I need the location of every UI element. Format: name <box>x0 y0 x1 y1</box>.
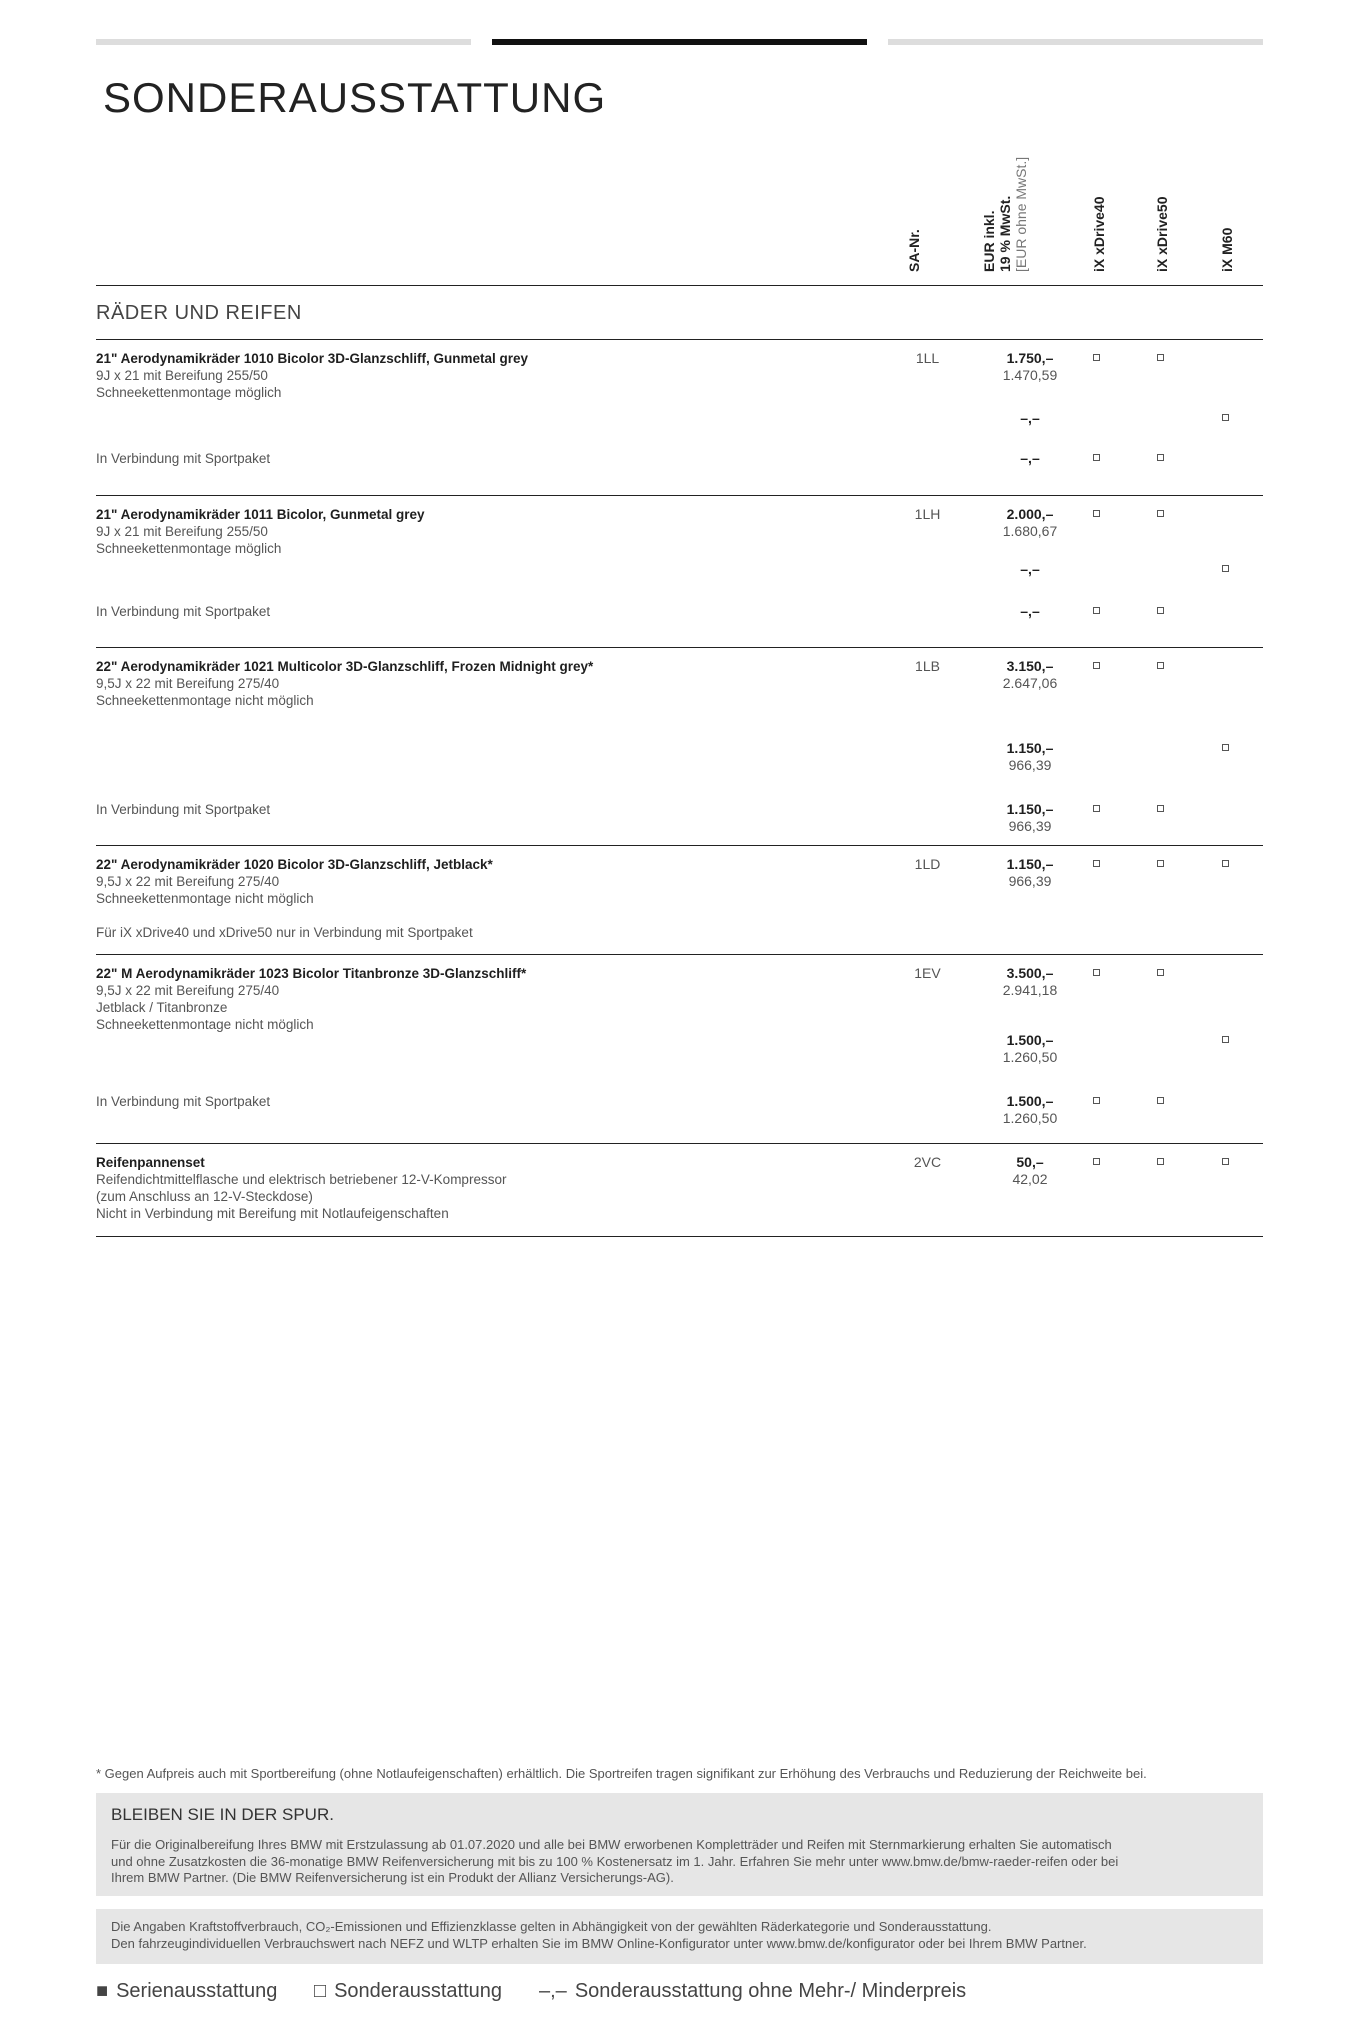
row-note: Für iX xDrive40 und xDrive50 nur in Verbindung mit Sportpaket <box>96 925 473 940</box>
price-net: 966,39 <box>1008 818 1052 834</box>
progress-segment-3 <box>888 39 1263 45</box>
row-detail: 9,5J x 22 mit Bereifung 275/40 <box>96 983 280 998</box>
row-note: In Verbindung mit Sportpaket <box>96 802 271 817</box>
optional-equipment-icon <box>1157 1097 1164 1104</box>
optional-equipment-icon <box>1222 1158 1229 1165</box>
price-net: 42,02 <box>1012 1171 1048 1187</box>
row-detail: Schneekettenmontage nicht möglich <box>96 1017 314 1032</box>
info-box-title: BLEIBEN SIE IN DER SPUR. <box>111 1805 334 1824</box>
sa-number: 2VC <box>913 1154 942 1170</box>
optional-equipment-icon <box>1093 1097 1100 1104</box>
optional-equipment-icon <box>1222 744 1229 751</box>
row-note: In Verbindung mit Sportpaket <box>96 451 271 466</box>
price-gross: 2.000,– <box>1006 506 1054 522</box>
optional-equipment-icon <box>1157 354 1164 361</box>
sa-number: 1LL <box>915 350 940 366</box>
price-gross: 1.500,– <box>1006 1093 1054 1109</box>
row-title: 22" Aerodynamikräder 1021 Multicolor 3D-Glanzschliff, Frozen Midnight grey* <box>96 659 594 674</box>
table-row-1ev <box>96 955 1263 1144</box>
sa-number: 1LD <box>914 856 941 872</box>
table-row-2vc <box>96 1144 1263 1237</box>
legend-optional-label: Sonderausstattung <box>334 1980 502 2002</box>
optional-equipment-icon <box>1157 510 1164 517</box>
optional-equipment-icon <box>1157 454 1164 461</box>
legend-standard <box>96 1980 277 2003</box>
price-cell <box>960 1093 1100 1127</box>
progress-segment-2 <box>492 39 867 45</box>
optional-equipment-icon <box>1093 805 1100 812</box>
optional-equipment-icon <box>1222 860 1229 867</box>
tyre-insurance-box <box>96 1793 1263 1896</box>
price-cell <box>960 658 1100 692</box>
price-gross: 3.500,– <box>1006 965 1054 981</box>
row-detail: (zum Anschluss an 12-V-Steckdose) <box>96 1189 313 1204</box>
price-net: 966,39 <box>1008 873 1052 889</box>
progress-segment-1 <box>96 39 471 45</box>
price-header-line2: 19 % MwSt. <box>997 195 1013 272</box>
price-net: 966,39 <box>1008 757 1052 773</box>
optional-equipment-icon <box>1157 1158 1164 1165</box>
row-title: Reifenpannenset <box>96 1155 205 1170</box>
row-detail: Nicht in Verbindung mit Bereifung mit Notlaufeigenschaften <box>96 1206 449 1221</box>
price-cell <box>960 801 1100 835</box>
price-gross: 3.150,– <box>1006 658 1054 674</box>
sa-nr-header-label: SA-Nr. <box>906 229 922 272</box>
consumption-line: Den fahrzeugindividuellen Verbrauchswert nach NEFZ und WLTP erhalten Sie im BMW Online-Konfigurator unter www.bmw.de/konfigurator oder bei Ihrem BMW Partner. <box>111 1935 1087 1951</box>
header-rule <box>96 285 1263 286</box>
section-title: RÄDER UND REIFEN <box>96 302 302 324</box>
table-row-1lb <box>96 648 1263 846</box>
row-detail: 9J x 21 mit Bereifung 255/50 <box>96 524 268 539</box>
price-cell <box>960 506 1100 540</box>
standard-equipment-icon: ■ <box>96 1980 109 2002</box>
price-header-line3: [EUR ohne MwSt.] <box>1013 156 1029 272</box>
price-gross: 1.750,– <box>1006 350 1054 366</box>
row-title: 21" Aerodynamikräder 1010 Bicolor 3D-Glanzschliff, Gunmetal grey <box>96 351 529 366</box>
page-title: SONDERAUSSTATTUNG <box>103 74 607 121</box>
row-detail: Schneekettenmontage nicht möglich <box>96 891 314 906</box>
price-net: 1.260,50 <box>1002 1049 1058 1065</box>
row-detail: 9,5J x 22 mit Bereifung 275/40 <box>96 676 280 691</box>
legend-no-charge <box>539 1980 966 2003</box>
price-gross: 50,– <box>1016 1154 1044 1170</box>
row-note: In Verbindung mit Sportpaket <box>96 604 271 619</box>
price-net: 2.647,06 <box>1002 675 1058 691</box>
table-row-1lh <box>96 496 1263 648</box>
price-cell <box>960 1032 1100 1066</box>
no-charge-icon: –,– <box>539 1980 567 2002</box>
price-cell <box>960 740 1100 774</box>
price-cell <box>960 856 1100 890</box>
price-net: 1.680,67 <box>1002 523 1058 539</box>
price-gross: 1.500,– <box>1006 1032 1054 1048</box>
price-header-line1: EUR inkl. <box>981 210 997 272</box>
optional-equipment-icon <box>1093 969 1100 976</box>
optional-equipment-icon <box>1157 662 1164 669</box>
optional-equipment-icon <box>1222 565 1229 572</box>
row-detail: Schneekettenmontage nicht möglich <box>96 693 314 708</box>
optional-equipment-icon <box>1093 1158 1100 1165</box>
price-gross: 1.150,– <box>1006 801 1054 817</box>
optional-equipment-icon <box>1157 969 1164 976</box>
legend-standard-label: Serienausstattung <box>116 1980 278 2002</box>
optional-equipment-icon <box>1093 607 1100 614</box>
price-no-charge: –,– <box>1020 450 1040 466</box>
sa-number: 1EV <box>914 965 941 981</box>
sa-number: 1LB <box>915 658 940 674</box>
price-cell <box>960 965 1100 999</box>
optional-equipment-icon <box>1157 805 1164 812</box>
row-detail: Reifendichtmittelflasche und elektrisch betriebener 12-V-Kompressor <box>96 1172 507 1187</box>
info-box-line: Ihrem BMW Partner. (Die BMW Reifenversicherung ist ein Produkt der Allianz Versicherungs-AG). <box>111 1870 674 1885</box>
price-net: 2.941,18 <box>1002 982 1058 998</box>
sa-number: 1LH <box>914 506 941 522</box>
info-box-line: und ohne Zusatzkosten die 36-monatige BMW Reifenversicherung mit bis zu 100 % Kostenersatz im 1. Jahr. Erfahren Sie mehr unter www.bmw.de/bmw-raeder-reifen oder bei <box>111 1853 1119 1869</box>
model2-header-label: iX xDrive50 <box>1154 196 1170 272</box>
price-no-charge: –,– <box>1020 561 1040 577</box>
footnote: * Gegen Aufpreis auch mit Sportbereifung (ohne Notlaufeigenschaften) erhältlich. Die Sportreifen tragen signifikant zur Erhöhung des Verbrauchs und Reduzierung der Reichweite bei. <box>96 1766 1147 1781</box>
price-no-charge: –,– <box>1020 603 1040 619</box>
optional-equipment-icon <box>1093 510 1100 517</box>
price-cell <box>960 350 1100 384</box>
optional-equipment-icon <box>1093 454 1100 461</box>
optional-equipment-icon <box>1093 860 1100 867</box>
optional-equipment-icon <box>1093 662 1100 669</box>
row-detail: Jetblack / Titanbronze <box>96 1000 228 1015</box>
row-detail: 9,5J x 22 mit Bereifung 275/40 <box>96 874 280 889</box>
row-detail: Schneekettenmontage möglich <box>96 541 282 556</box>
optional-equipment-icon <box>1157 607 1164 614</box>
row-title: 21" Aerodynamikräder 1011 Bicolor, Gunmetal grey <box>96 507 425 522</box>
price-gross: 1.150,– <box>1006 740 1054 756</box>
row-note: In Verbindung mit Sportpaket <box>96 1094 271 1109</box>
price-no-charge: –,– <box>1020 410 1040 426</box>
row-detail: 9J x 21 mit Bereifung 255/50 <box>96 368 268 383</box>
optional-equipment-icon <box>1093 354 1100 361</box>
legend-optional <box>314 1980 502 2003</box>
equipment-table <box>96 340 1263 1237</box>
optional-equipment-icon <box>1222 1036 1229 1043</box>
optional-equipment-icon: □ <box>314 1980 327 2002</box>
price-cell <box>960 1154 1100 1188</box>
optional-equipment-icon <box>1157 860 1164 867</box>
model1-header-label: iX xDrive40 <box>1091 196 1107 272</box>
row-detail: Schneekettenmontage möglich <box>96 385 282 400</box>
price-net: 1.260,50 <box>1002 1110 1058 1126</box>
row-title: 22" M Aerodynamikräder 1023 Bicolor Titanbronze 3D-Glanzschliff* <box>96 966 527 981</box>
legend-no-charge-label: Sonderausstattung ohne Mehr-/ Minderpreis <box>574 1980 967 2002</box>
table-row-1ll <box>96 340 1263 496</box>
price-net: 1.470,59 <box>1002 367 1058 383</box>
row-title: 22" Aerodynamikräder 1020 Bicolor 3D-Glanzschliff, Jetblack* <box>96 857 493 872</box>
table-row-1ld <box>96 846 1263 955</box>
info-box-line: Für die Originalbereifung Ihres BMW mit Erstzulassung ab 01.07.2020 und alle bei BMW erworbenen Kompletträder und Reifen mit Sternmarkierung erhalten Sie automatisch <box>111 1837 1112 1852</box>
price-gross: 1.150,– <box>1006 856 1054 872</box>
consumption-info-box <box>96 1909 1263 1964</box>
consumption-line: Die Angaben Kraftstoffverbrauch, CO₂-Emissionen und Effizienzklasse gelten in Abhängigkeit von der gewählten Räderkategorie und Sonderausstattung. <box>111 1919 992 1934</box>
optional-equipment-icon <box>1222 414 1229 421</box>
model3-header-label: iX M60 <box>1219 227 1235 272</box>
